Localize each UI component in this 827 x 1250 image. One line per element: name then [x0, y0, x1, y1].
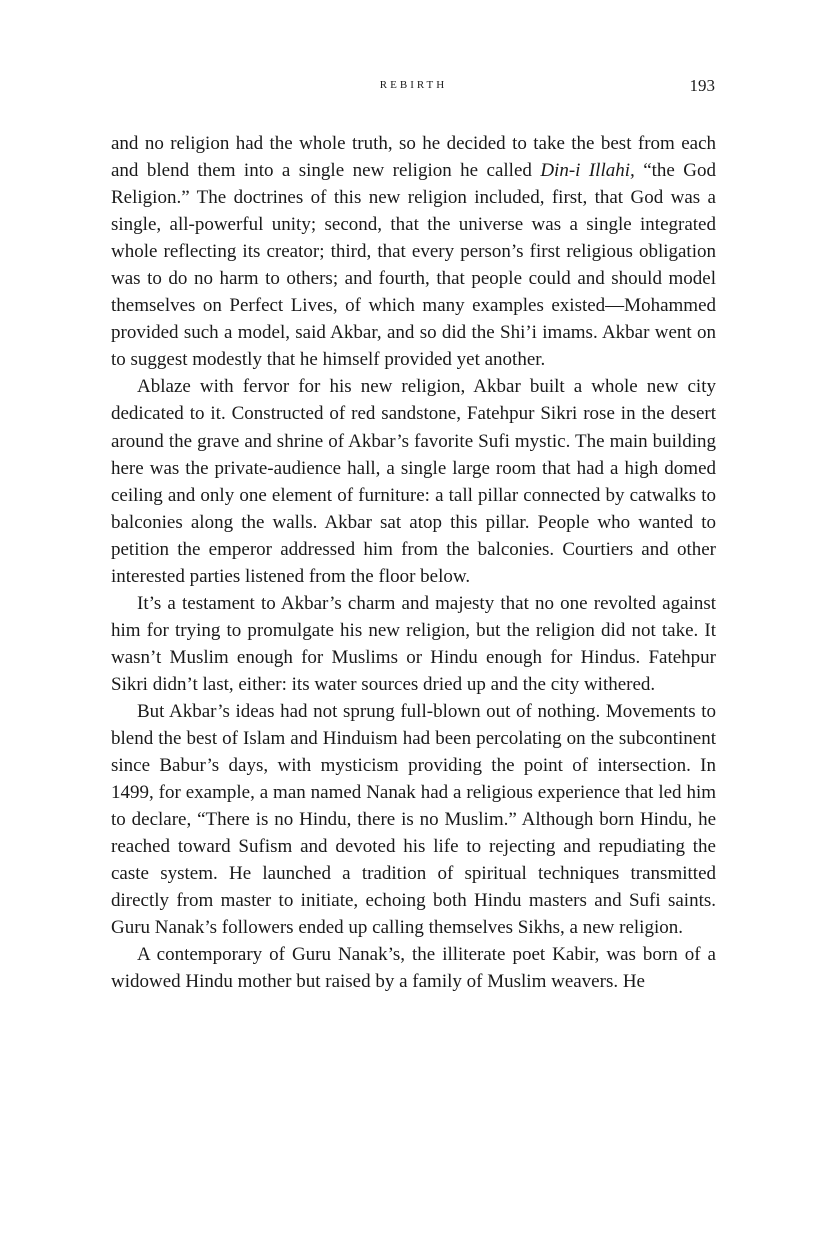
- running-head: REBIRTH: [379, 79, 448, 91]
- paragraph-1-part-b: “the God Religion.” The doctrines of this new religion included, first, that God was a single, all-powerful unity; second, that the universe was a single integrated whole reflecting its creator; third, that every person’s first religious obligation was to do no harm to others; and fourth, that people could and should model themselves on Perfect Lives, of which many examples existed—Mohammed provided such a model, said Akbar, and so did the Shi’i imams. Akbar went on to suggest modestly that he himself provided yet another.: [111, 160, 716, 371]
- paragraph-3: It’s a testament to Akbar’s charm and majesty that no one revolted against him for trying to promulgate his new religion, but the religion did not take. It wasn’t Muslim enough for Muslims or Hindu enough for Hindus. Fatehpur Sikri didn’t last, either: its water sources dried up and the city withered.: [111, 592, 716, 695]
- paragraph-1-part-a: and no religion had the whole truth, so he decided to take the best from each and blend them into a single new religion he called: [111, 133, 716, 182]
- body-text: [111, 130, 716, 996]
- paragraph-1: [111, 130, 716, 373]
- religion-name-italic: Din-i Illahi,: [540, 160, 635, 182]
- paragraph-2: Ablaze with fervor for his new religion, Akbar built a whole new city dedicated to it. Constructed of red sandstone, Fatehpur Sikri rose in the desert around the grave and shrine of Akbar’s favorite Sufi mystic. The main building here was the private-audience hall, a single large room that had a high domed ceiling and only one element of furniture: a tall pillar connected by catwalks to balconies along the walls. Akbar sat atop this pillar. People who wanted to petition the emperor addressed him from the balconies. Courtiers and other interested parties listened from the floor below.: [111, 376, 716, 587]
- paragraph-5: A contemporary of Guru Nanak’s, the illiterate poet Kabir, was born of a widowed Hindu mother but raised by a family of Muslim weavers. He: [111, 944, 716, 993]
- paragraph-4: But Akbar’s ideas had not sprung full-blown out of nothing. Movements to blend the best of Islam and Hinduism had been percolating on the subcontinent since Babur’s days, with mysticism providing the point of intersection. In 1499, for example, a man named Nanak had a religious experience that led him to declare, “There is no Hindu, there is no Muslim.” Although born Hindu, he reached toward Sufism and devoted his life to rejecting and repudiating the caste system. He launched a tradition of spiritual techniques transmitted directly from master to initiate, echoing both Hindu masters and Sufi saints. Guru Nanak’s followers ended up calling themselves Sikhs, a new religion.: [111, 700, 716, 939]
- page-number: 193: [689, 76, 715, 95]
